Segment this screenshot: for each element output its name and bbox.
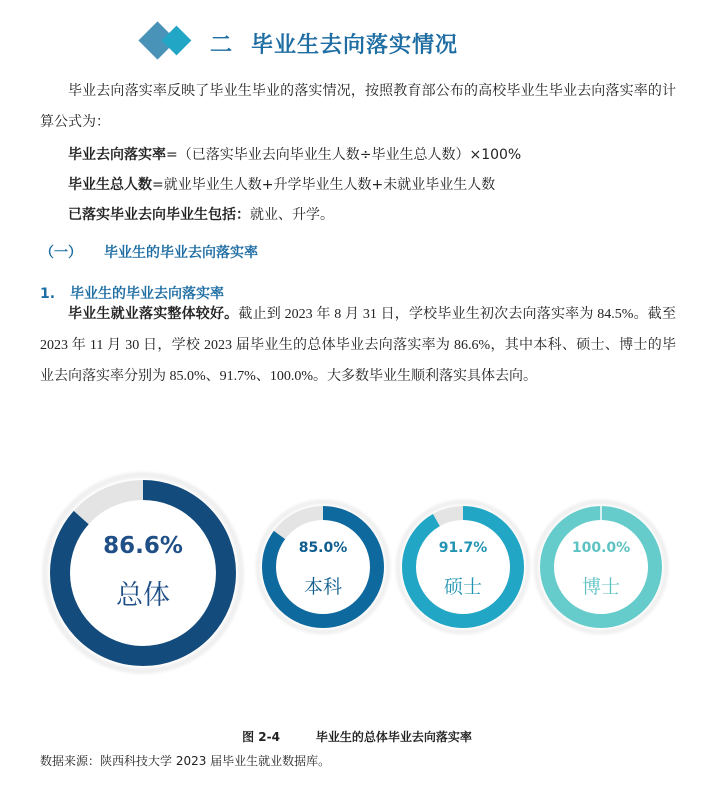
donut-category: 总体 bbox=[116, 580, 170, 611]
formula-text: =就业毕业生人数+升学毕业生人数+未就业毕业生人数 bbox=[152, 177, 496, 193]
donut-undergrad-labels bbox=[273, 540, 373, 600]
section-number: 二 bbox=[210, 33, 234, 58]
donut-value: 85.0% bbox=[298, 540, 348, 556]
donut-category: 本科 bbox=[303, 576, 342, 598]
donut-category: 博士 bbox=[581, 576, 620, 598]
body-paragraph bbox=[40, 299, 676, 392]
donut-overall-labels bbox=[63, 533, 223, 613]
section-title: 毕业生去向落实情况 bbox=[251, 33, 459, 58]
donut-category: 硕士 bbox=[443, 576, 482, 598]
body-lead: 毕业生就业落实整体较好。 bbox=[68, 306, 239, 322]
figure-title: 毕业生的总体毕业去向落实率 bbox=[315, 730, 472, 744]
subsection-heading bbox=[40, 242, 258, 262]
subsection-title: 毕业生的毕业去向落实率 bbox=[104, 245, 258, 261]
donut-master-labels bbox=[413, 540, 513, 600]
figure-number: 图 2-4 bbox=[242, 730, 280, 744]
donut-value: 91.7% bbox=[438, 540, 488, 556]
donut-value: 100.0% bbox=[571, 540, 631, 556]
formula-text: =（已落实毕业去向毕业生人数÷毕业生总人数）×100% bbox=[166, 147, 522, 163]
formula-text: 就业、升学。 bbox=[250, 207, 334, 223]
section-heading bbox=[210, 28, 458, 59]
item-number: 1. bbox=[40, 286, 56, 302]
body-text: 截止到 2023 年 8 月 31 日，学校毕业生初次去向落实率为 84.5%。截至 2023 年 11 月 30 日，学校 2023 届毕业生的总体毕业去向落实率为 86.6%，其中本科、硕士、博士的毕业去向落实率分别为 85.0%、91.7%、100.0%。大多数毕业生顺利落实具体去向。 bbox=[40, 307, 676, 384]
formula-label: 毕业生总人数 bbox=[68, 177, 152, 193]
data-source: 数据来源：陕西科技大学 2023 届毕业生就业数据库。 bbox=[40, 754, 331, 768]
formula-label: 已落实毕业去向毕业生包括： bbox=[68, 207, 250, 223]
formula-total bbox=[68, 174, 495, 194]
subsection-number: （一） bbox=[40, 245, 82, 261]
figure-caption bbox=[0, 728, 714, 745]
formula-includes bbox=[68, 204, 334, 224]
intro-text: 毕业去向落实率反映了毕业生毕业的落实情况，按照教育部公布的高校毕业生毕业去向落实率的计算公式为： bbox=[40, 84, 676, 130]
formula-label: 毕业去向落实率 bbox=[68, 147, 166, 163]
intro-paragraph bbox=[40, 76, 676, 138]
donut-value: 86.6% bbox=[103, 533, 183, 559]
donut-doctor-labels bbox=[551, 540, 651, 600]
formula-rate bbox=[68, 144, 521, 164]
item-title: 毕业生的毕业去向落实率 bbox=[70, 286, 224, 302]
